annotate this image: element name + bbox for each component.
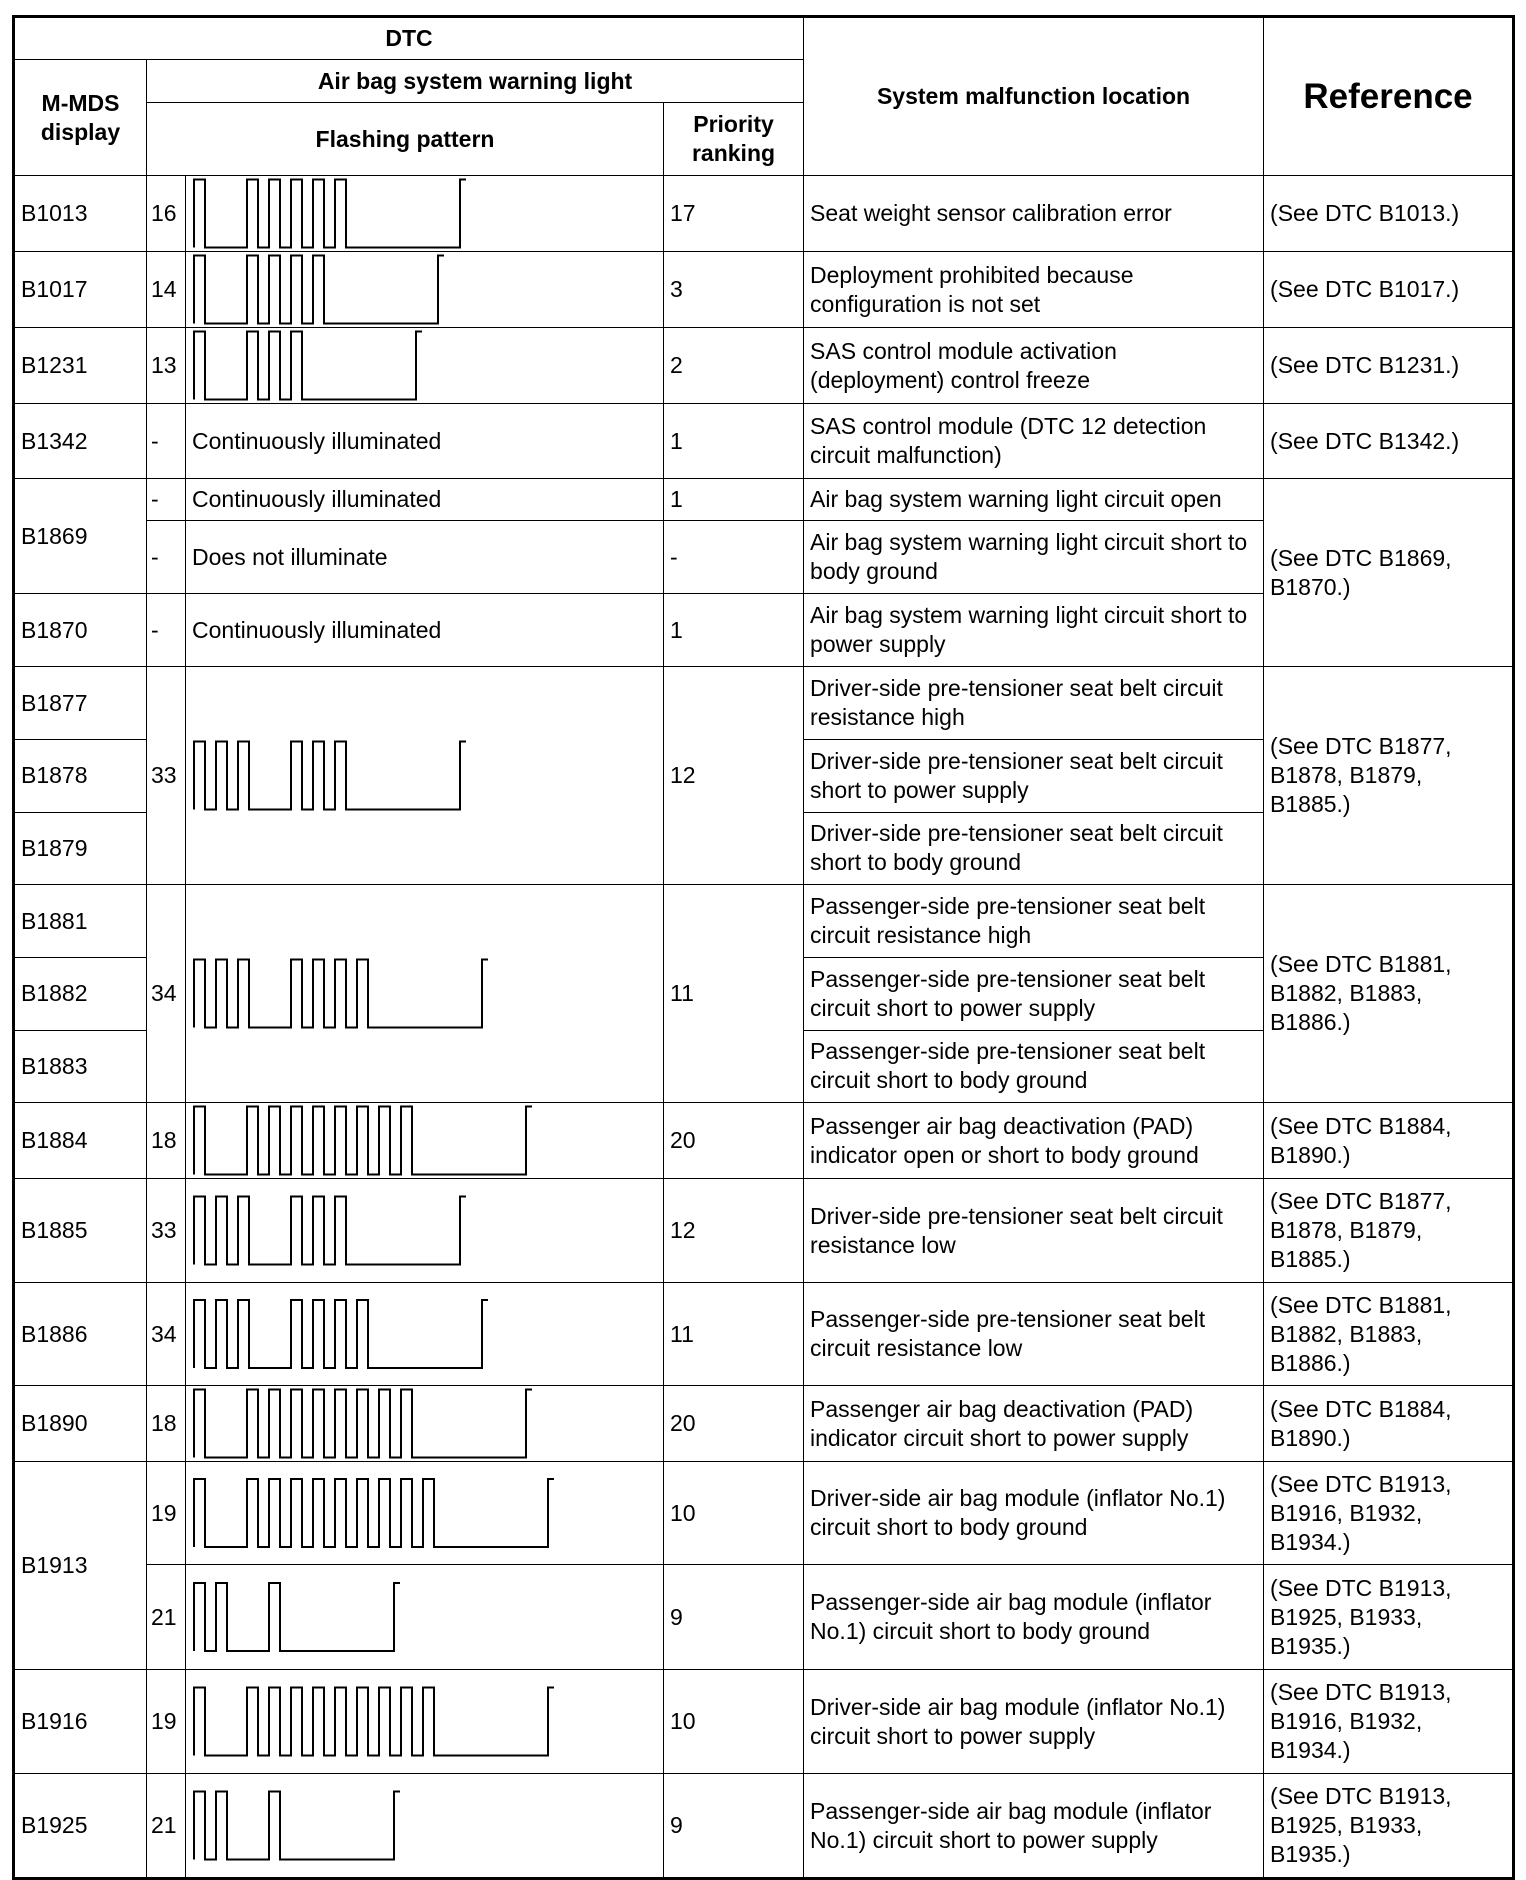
wave-line [194,1107,532,1175]
flash-count-cell: 34 [147,1283,186,1386]
priority-cell: 9 [664,1774,804,1879]
table-row [14,667,1514,740]
reference-cell: (See DTC B1017.) [1264,252,1514,328]
malfunction-location-cell: Passenger-side pre-tensioner seat belt circuit resistance high [804,885,1264,958]
header-row-1 [14,17,1514,60]
table-row [14,479,1514,521]
mmds-code-cell: B1013 [14,176,147,252]
mmds-code-cell: B1870 [14,594,147,667]
flashing-pattern-wave [186,1670,656,1773]
priority-cell: 17 [664,176,804,252]
malfunction-location-cell: Passenger-side air bag module (inflator No.1) circuit short to power supply [804,1774,1264,1879]
wave-line [194,1479,554,1547]
flash-count-cell: 33 [147,667,186,885]
wave-line [194,1688,554,1756]
flashing-pattern-cell [186,1386,664,1462]
flashing-pattern-wave [186,885,656,1102]
flashing-pattern-cell [186,667,664,885]
flashing-pattern-wave [186,1103,656,1178]
mmds-code-cell: B1890 [14,1386,147,1462]
malfunction-location-cell: Air bag system warning light circuit short to power supply [804,594,1264,667]
malfunction-location-header: System malfunction location [804,17,1264,176]
flash-count-cell: 19 [147,1462,186,1565]
reference-cell: (See DTC B1913, B1925, B1933, B1935.) [1264,1565,1514,1670]
flashing-pattern-cell [186,1179,664,1283]
malfunction-location-cell: Seat weight sensor calibration error [804,176,1264,252]
flash-count-cell: 16 [147,176,186,252]
flashing-pattern-wave [186,1283,656,1385]
warning-light-header: Air bag system warning light [147,60,804,103]
table-row [14,1386,1514,1462]
table-row [14,1103,1514,1179]
wave-line [194,1197,466,1265]
flash-count-cell: 21 [147,1565,186,1670]
malfunction-location-cell: Passenger air bag deactivation (PAD) indicator open or short to body ground [804,1103,1264,1179]
table-row [14,1179,1514,1283]
malfunction-location-cell: Driver-side pre-tensioner seat belt circuit resistance low [804,1179,1264,1283]
malfunction-location-cell: Passenger air bag deactivation (PAD) indicator circuit short to power supply [804,1386,1264,1462]
wave-line [194,332,422,400]
malfunction-location-cell: Driver-side air bag module (inflator No.1) circuit short to power supply [804,1670,1264,1774]
wave-line [194,256,444,324]
reference-cell: (See DTC B1884, B1890.) [1264,1103,1514,1179]
flash-count-cell: - [147,404,186,479]
mmds-code-cell: B1877 [14,667,147,740]
malfunction-location-cell: Driver-side pre-tensioner seat belt circuit resistance high [804,667,1264,740]
malfunction-location-cell: Passenger-side pre-tensioner seat belt circuit short to power supply [804,958,1264,1030]
table-row [14,176,1514,252]
flash-count-cell: - [147,521,186,594]
reference-cell: (See DTC B1013.) [1264,176,1514,252]
malfunction-location-cell: Air bag system warning light circuit short to body ground [804,521,1264,594]
flashing-pattern-cell [186,885,664,1103]
flashing-pattern-wave [186,1386,656,1461]
priority-cell: 20 [664,1386,804,1462]
priority-cell: 2 [664,328,804,404]
flashing-pattern-text: Continuously illuminated [186,594,664,667]
wave-line [194,180,466,248]
mmds-code-cell: B1913 [14,1462,147,1670]
wave-line [194,960,488,1028]
mmds-code-cell: B1882 [14,958,147,1030]
mmds-code-cell: B1878 [14,740,147,812]
flash-count-cell: 13 [147,328,186,404]
flash-count-cell: - [147,479,186,521]
table-row [14,404,1514,479]
flashing-pattern-text: Continuously illuminated [186,479,664,521]
reference-cell: (See DTC B1342.) [1264,404,1514,479]
dtc-header: DTC [14,17,804,60]
malfunction-location-cell: Deployment prohibited because configuration is not set [804,252,1264,328]
mmds-code-cell: B1916 [14,1670,147,1774]
reference-cell: (See DTC B1913, B1925, B1933, B1935.) [1264,1774,1514,1879]
table-row [14,252,1514,328]
flash-count-cell: 33 [147,1179,186,1283]
priority-ranking-header: Priority ranking [664,103,804,176]
flashing-pattern-wave [186,176,656,251]
dtc-table [12,15,1515,1880]
mmds-code-cell: B1884 [14,1103,147,1179]
wave-line [194,1583,400,1651]
reference-cell: (See DTC B1877, B1878, B1879, B1885.) [1264,667,1514,885]
mmds-code-cell: B1342 [14,404,147,479]
reference-cell: (See DTC B1913, B1916, B1932, B1934.) [1264,1670,1514,1774]
table-row [14,328,1514,404]
mmds-code-cell: B1925 [14,1774,147,1879]
priority-cell: 9 [664,1565,804,1670]
mmds-code-cell: B1883 [14,1030,147,1102]
reference-cell: (See DTC B1231.) [1264,328,1514,404]
table-row [14,1565,1514,1670]
mmds-display-header: M-MDS display [14,60,147,176]
reference-header: Reference [1264,17,1514,176]
mmds-code-cell: B1886 [14,1283,147,1386]
priority-cell: 10 [664,1462,804,1565]
flashing-pattern-cell [186,1283,664,1386]
reference-cell: (See DTC B1869, B1870.) [1264,479,1514,667]
flash-count-cell: 34 [147,885,186,1103]
malfunction-location-cell: Passenger-side pre-tensioner seat belt circuit resistance low [804,1283,1264,1386]
mmds-code-cell: B1231 [14,328,147,404]
mmds-code-cell: B1881 [14,885,147,958]
wave-line [194,1792,400,1860]
flashing-pattern-wave [186,1462,656,1564]
flashing-pattern-wave [186,252,656,327]
flash-count-cell: 18 [147,1386,186,1462]
malfunction-location-cell: SAS control module activation (deployment) control freeze [804,328,1264,404]
reference-cell: (See DTC B1884, B1890.) [1264,1386,1514,1462]
malfunction-location-cell: Driver-side pre-tensioner seat belt circuit short to body ground [804,812,1264,884]
priority-cell: - [664,521,804,594]
priority-cell: 12 [664,1179,804,1283]
flash-count-cell: 21 [147,1774,186,1879]
wave-line [194,1300,488,1368]
priority-cell: 10 [664,1670,804,1774]
flashing-pattern-text: Continuously illuminated [186,404,664,479]
flash-count-cell: 18 [147,1103,186,1179]
flashing-pattern-cell [186,176,664,252]
flashing-pattern-cell [186,1565,664,1670]
flashing-pattern-cell [186,1462,664,1565]
malfunction-location-cell: Passenger-side pre-tensioner seat belt circuit short to body ground [804,1030,1264,1102]
priority-cell: 1 [664,404,804,479]
table-row [14,1283,1514,1386]
malfunction-location-cell: Passenger-side air bag module (inflator No.1) circuit short to body ground [804,1565,1264,1670]
wave-line [194,742,466,810]
flash-count-cell: 14 [147,252,186,328]
reference-cell: (See DTC B1881, B1882, B1883, B1886.) [1264,1283,1514,1386]
flashing-pattern-wave [186,667,656,884]
reference-cell: (See DTC B1877, B1878, B1879, B1885.) [1264,1179,1514,1283]
priority-cell: 3 [664,252,804,328]
priority-cell: 11 [664,1283,804,1386]
priority-cell: 11 [664,885,804,1103]
mmds-code-cell: B1885 [14,1179,147,1283]
flashing-pattern-text: Does not illuminate [186,521,664,594]
malfunction-location-cell: Air bag system warning light circuit open [804,479,1264,521]
mmds-code-cell: B1879 [14,812,147,884]
priority-cell: 1 [664,479,804,521]
table-row [14,1774,1514,1879]
table-row [14,1670,1514,1774]
mmds-code-cell: B1017 [14,252,147,328]
flashing-pattern-cell [186,1670,664,1774]
flashing-pattern-wave [186,328,656,403]
flashing-pattern-wave [186,1565,656,1669]
malfunction-location-cell: SAS control module (DTC 12 detection circuit malfunction) [804,404,1264,479]
malfunction-location-cell: Driver-side pre-tensioner seat belt circuit short to power supply [804,740,1264,812]
flashing-pattern-cell [186,1103,664,1179]
priority-cell: 1 [664,594,804,667]
flash-count-cell: 19 [147,1670,186,1774]
malfunction-location-cell: Driver-side air bag module (inflator No.1) circuit short to body ground [804,1462,1264,1565]
flashing-pattern-header: Flashing pattern [147,103,664,176]
table-row [14,885,1514,958]
flashing-pattern-cell [186,252,664,328]
table-row [14,1462,1514,1565]
priority-cell: 20 [664,1103,804,1179]
wave-line [194,1390,532,1458]
reference-cell: (See DTC B1913, B1916, B1932, B1934.) [1264,1462,1514,1565]
mmds-code-cell: B1869 [14,479,147,594]
flashing-pattern-cell [186,1774,664,1879]
flashing-pattern-cell [186,328,664,404]
priority-cell: 12 [664,667,804,885]
flashing-pattern-wave [186,1179,656,1282]
dtc-table-body [14,176,1514,1879]
flash-count-cell: - [147,594,186,667]
reference-cell: (See DTC B1881, B1882, B1883, B1886.) [1264,885,1514,1103]
